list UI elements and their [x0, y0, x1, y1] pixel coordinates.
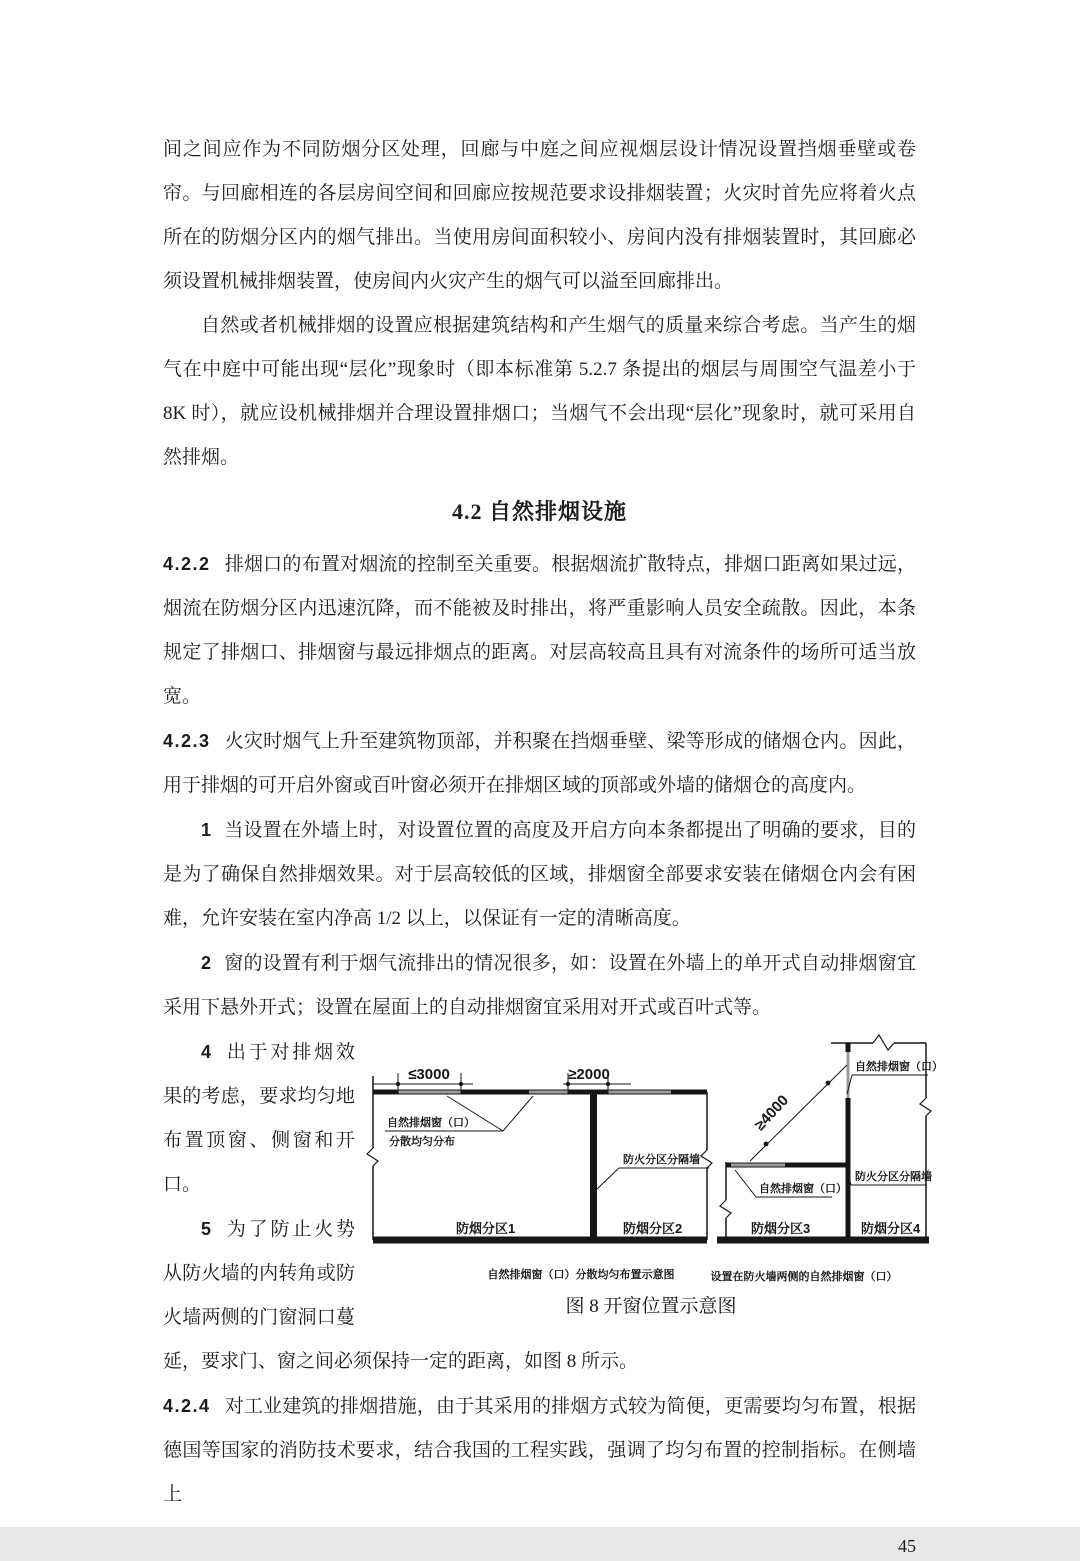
item-text: 当设置在外墙上时，对设置位置的高度及开启方向本条都提出了明确的要求，目的是为了确保自然排烟效果。对于层高较低的区域，排烟窗全部要求安装在储烟仓内会有困难，允许安装在室内净高 1/2 以上，以保证有一定的清晰高度。 [163, 820, 916, 929]
figure-caption: 图 8 开窗位置示意图 [565, 1296, 737, 1317]
item-text: 窗的设置有利于烟气流排出的情况很多，如：设置在外墙上的单开式自动排烟窗宜采用下悬外开式；设置在屋面上的自动排烟窗宜采用对开式或百叶式等。 [163, 953, 916, 1018]
clause-number: 4.2.3 [163, 731, 211, 751]
window-label-line1: 自然排烟窗（口） [387, 1117, 475, 1129]
item-text: 出于对排烟效果的考虑，要求均匀地布置顶窗、侧窗和开口。 [163, 1042, 355, 1195]
clause-4-2-4 [163, 1384, 916, 1517]
partition-wall-label: 防火分区分隔墙 [623, 1154, 700, 1166]
dim-4000-label: ≥4000 [751, 1091, 793, 1134]
dim-3000-label: ≤3000 [408, 1066, 450, 1083]
page-number: 45 [898, 1536, 916, 1556]
clause-number: 4.2.4 [163, 1396, 211, 1416]
para-continuation: 间之间应作为不同防烟分区处理，回廊与中庭之间应视烟层设计情况设置挡烟垂壁或卷帘。与回廊相连的各层房间空间和回廊应按规范要求设排烟装置；火灾时首先应将着火点所在的防烟分区内的烟气排出。当使用房间面积较小、房间内没有排烟装置时，其回廊必须设置机械排烟装置，使房间内火灾产生的烟气可以溢至回廊排出。 [163, 139, 916, 292]
clause-4-2-3 [163, 719, 916, 808]
item-text: 为了防止火势从防火墙的内转角或防火墙两侧的门窗洞口蔓延，要求门、窗之间必须保持一定的距离，如图 8 所示。 [163, 1219, 639, 1372]
clause-text: 火灾时烟气上升至建筑物顶部，并积聚在挡烟垂壁、梁等形成的储烟仓内。因此，用于排烟的可开启外窗或百叶窗必须开在排烟区域的顶部或外墙的储烟仓的高度内。 [163, 731, 916, 796]
window-label-line2: 分散均匀分布 [389, 1136, 455, 1148]
clause-number: 4.2.2 [163, 554, 211, 574]
para-smoke-layering: 自然或者机械排烟的设置应根据建筑结构和产生烟气的质量来综合考虑。当产生的烟气在中庭中可能出现“层化”现象时（即本标准第 5.2.7 条提出的烟层与周围空气温差小于 8K 时），就应设机械排烟并合理设置排烟口；当烟气不会出现“层化”现象时，就可采用自然排烟。 [163, 315, 916, 468]
left-subcaption: 自然排烟窗（口）分散均匀布置示意图 [487, 1269, 675, 1281]
zone1-label: 防烟分区1 [456, 1221, 516, 1236]
clause-4-2-2 [163, 542, 916, 719]
zone3-label: 防烟分区3 [751, 1221, 811, 1236]
item-number: 1 [201, 820, 212, 840]
dim-2000-label: ≥2000 [568, 1066, 610, 1083]
item-1 [163, 808, 916, 941]
zone4-label: 防烟分区4 [861, 1221, 921, 1236]
item-2 [163, 941, 916, 1030]
figure-8 [361, 1030, 961, 1320]
clause-text: 排烟口的布置对烟流的控制至关重要。根据烟流扩散特点，排烟口距离如果过远，烟流在防烟分区内迅速沉降，而不能被及时排出，将严重影响人员安全疏散。因此，本条规定了排烟口、排烟窗与最远排烟点的距离。对层高较高且具有对流条件的场所可适当放宽。 [163, 554, 916, 707]
section-heading: 4.2 自然排烟设施 [451, 499, 627, 524]
item-number: 2 [201, 953, 212, 973]
clause-text: 对工业建筑的排烟措施，由于其采用的排烟方式较为简便，更需要均匀布置，根据德国等国家的消防技术要求，结合我国的工程实践，强调了均匀布置的控制指标。在侧墙上 [163, 1396, 916, 1505]
right-subcaption: 设置在防火墙两侧的自然排烟窗（口） [710, 1271, 898, 1283]
window-label-zone3: 自然排烟窗（口） [759, 1183, 847, 1195]
window-label-top: 自然排烟窗（口） [855, 1061, 943, 1073]
item-number: 4 [201, 1042, 212, 1062]
partition-wall [590, 1092, 597, 1240]
partition-wall-label-right: 防火分区分隔墙 [855, 1171, 932, 1183]
zone2-label: 防烟分区2 [623, 1221, 683, 1236]
figure-8-drawing [361, 1030, 961, 1320]
item-number: 5 [201, 1219, 212, 1239]
